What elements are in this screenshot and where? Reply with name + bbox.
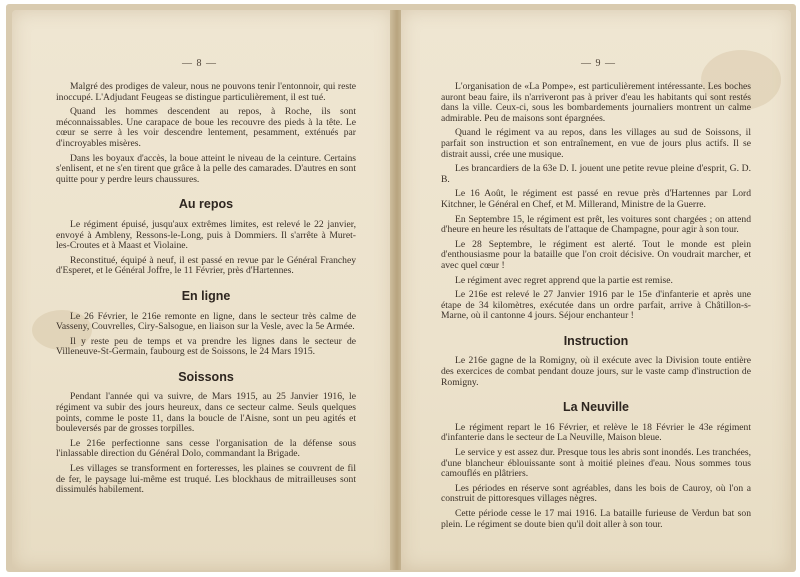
page-number-left: — 8 — xyxy=(182,58,217,69)
body-paragraph: L'organisation de «La Pompe», est particulièrement intéressante. Les boches auront beau faire, ils n'arriveront pas à priver d'eau les habitants qui sont restés dans la ville. Ceux-ci, sous les bombardements journaliers montrent un calme admirable. Peu de maisons sont épargnées. xyxy=(441,81,751,124)
body-paragraph: Le régiment repart le 16 Février, et relève le 18 Février le 43e régiment d'infanterie dans le secteur de La Neuville, Maison bleue. xyxy=(441,421,751,444)
left-page xyxy=(12,10,393,570)
body-paragraph: Le régiment avec regret apprend que la partie est remise. xyxy=(455,274,673,286)
open-booklet xyxy=(6,4,796,572)
body-paragraph: En Septembre 15, le régiment est prêt, les voitures sont chargées ; on attend d'heure en heure les résultats de l'attaque de Champagne, pour agir à son tour. xyxy=(441,213,751,236)
body-paragraph: Les villages se transforment en forteresses, les plaines se couvrent de fil de fer, le paysage lui-même est truqué. Les blockhaus de mitrailleuses sont dissimulés habilement. xyxy=(56,463,356,496)
section-heading: En ligne xyxy=(181,288,231,303)
body-paragraph: Pendant l'année qui va suivre, de Mars 1915, au 25 Janvier 1916, le régiment va subir des jours heureux, dans ce secteur calme. Seuls quelques points, comme le poste 11, dans la boucle de l'Aisne, sont un peu agités et bouleversés par de grosses torpilles. xyxy=(56,391,356,435)
body-paragraph: Le 26 Février, le 216e remonte en ligne, dans le secteur très calme de Vasseny, Couvrelles, Ciry-Salsogue, en liaison sur la Vesle, avec la 5e Armée. xyxy=(56,310,356,333)
body-paragraph: Le régiment épuisé, jusqu'aux extrêmes limites, est relevé le 22 janvier, envoyé à Ambleny, Ressons-le-Long, puis à Dommiers. Il s'arrête à Muret-les-Croutes et à Maast et Violaine. xyxy=(56,218,356,252)
body-paragraph: Quand le régiment va au repos, dans les villages au sud de Soissons, il parfait son instruction et son entraînement, en vue de jours plus actifs. Il se distrait aussi, crée une musique. xyxy=(441,127,751,160)
body-paragraph: Il y reste peu de temps et va prendre les lignes dans le secteur de Villeneuve-St-Germain, faubourg est de Soissons, le 24 Mars 1915. xyxy=(56,335,356,358)
body-paragraph: Quand les hommes descendent au repos, à Roche, ils sont méconnaissables. Une carapace de boue les recouvre des pieds à la tête. Le cœur se serre à les voir descendre lentement, pesamment, exténués par d'incroyables misères. xyxy=(56,106,356,149)
section-heading: Instruction xyxy=(563,333,629,348)
section-heading: Au repos xyxy=(178,197,234,212)
body-paragraph: Le 216e perfectionne sans cesse l'organisation de la défense sous l'inlassable direction du Général Dolo, commandant la Brigade. xyxy=(56,437,356,460)
section-heading: Soissons xyxy=(178,369,234,384)
body-paragraph: Le service y est assez dur. Presque tous les abris sont inondés. Les tranchées, d'une blancheur éblouissante sont à moitié pleines d'eau. Nous sommes tous camouflés en plâtriers. xyxy=(441,447,751,480)
right-page xyxy=(401,10,791,570)
body-paragraph: Le 216e est relevé le 27 Janvier 1916 par le 15e d'infanterie et après une étape de 34 kilomètres, exécutée dans un ordre parfait, arrive à Châtillon-s-Marne, où il cantonne 4 jours. Séjour enchanteur ! xyxy=(441,289,751,322)
body-paragraph: Cette période cesse le 17 mai 1916. La bataille furieuse de Verdun bat son plein. Le régiment se doute bien qu'il doit aller à son tour. xyxy=(441,508,751,530)
body-paragraph: Les brancardiers de la 63e D. I. jouent une petite revue pleine d'esprit, G. D. B. xyxy=(441,163,751,185)
body-paragraph: Les périodes en réserve sont agréables, dans les bois de Cauroy, où l'on a construit de pittoresques villages nègres. xyxy=(441,482,751,505)
body-paragraph: Dans les boyaux d'accès, la boue atteint le niveau de la ceinture. Certains s'enlisent, et ne s'en tirent que grâce à la pelle des camarades. D'autres en sont quitte pour y perdre leurs chaussures. xyxy=(56,152,356,185)
page-number-right: — 9 — xyxy=(581,58,616,69)
body-paragraph: Le 16 Août, le régiment est passé en revue près d'Hartennes par Lord Kitchner, le Général en Chef, et M. Millerand, Ministre de la Guerre. xyxy=(441,188,751,210)
body-paragraph: Reconstitué, équipé à neuf, il est passé en revue par le Général Franchey d'Esperet, et le Général Joffre, le 11 Février, près d'Hartennes. xyxy=(56,254,356,277)
section-heading: La Neuville xyxy=(563,400,629,415)
left-text-column xyxy=(56,82,356,500)
body-paragraph: Le 216e gagne de la Romigny, où il exécute avec la Division toute entière des exercices de combat pendant douze jours, sur le vaste camp d'instruction de Romigny. xyxy=(441,355,751,388)
body-paragraph: Malgré des prodiges de valeur, nous ne pouvons tenir l'entonnoir, qui reste inoccupé. L'Adjudant Feugeas se distingue particulièrement, il est tué. xyxy=(56,81,356,103)
right-text-column xyxy=(441,82,751,534)
body-paragraph: Le 28 Septembre, le régiment est alerté. Tout le monde est plein d'enthousiasme pour la bataille que l'on croit décisive. On voudrait marcher, et avec quel cœur ! xyxy=(441,238,751,271)
